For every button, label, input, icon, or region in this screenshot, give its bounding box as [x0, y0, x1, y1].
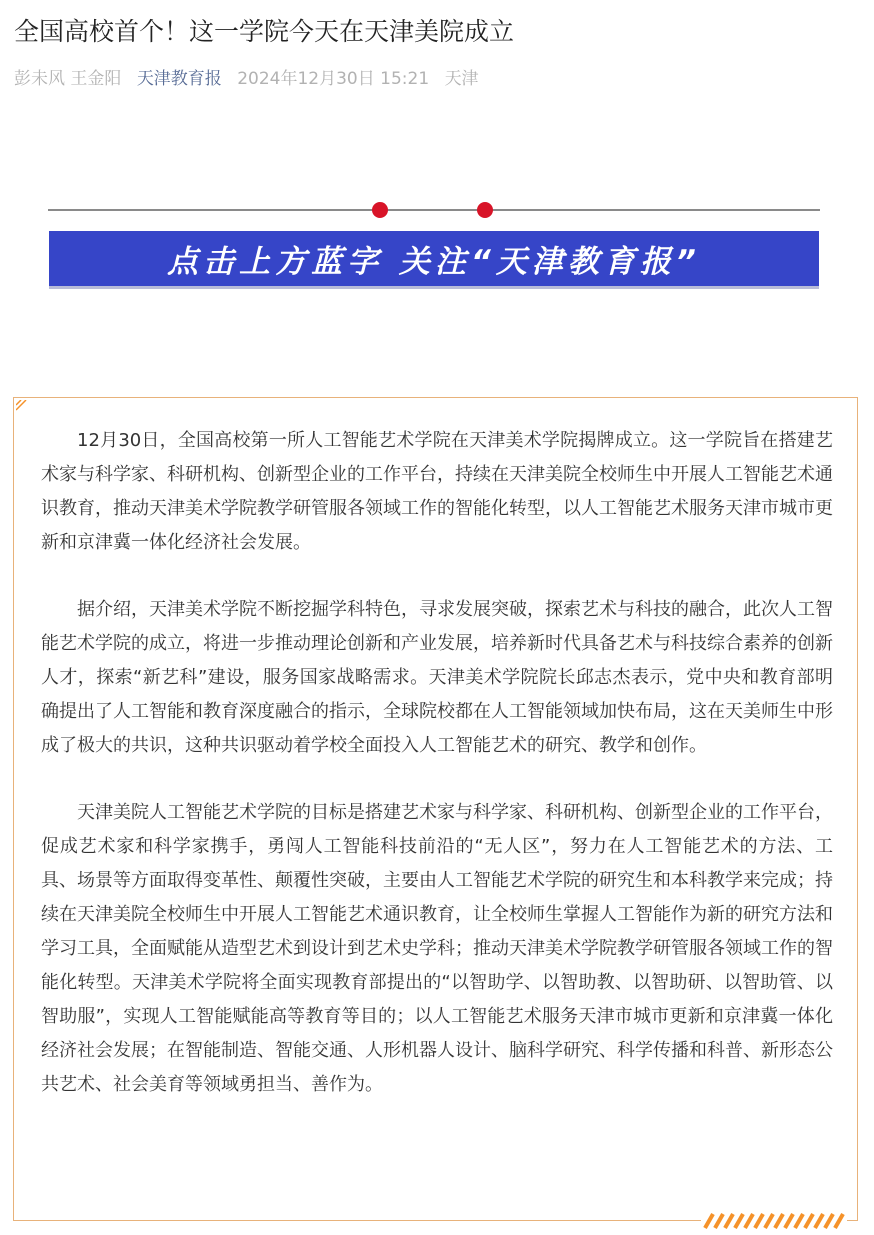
account-name-link[interactable]: 天津教育报 [136, 69, 222, 89]
banner-divider-line [48, 209, 820, 211]
paragraph: 据介绍，天津美术学院不断挖掘学科特色，寻求发展突破，探索艺术与科技的融合，此次人工智能艺术学院的成立，将进一步推动理论创新和产业发展，培养新时代具备艺术与科技综合素养的创新人才，探索“新艺科”建设，服务国家战略需求。天津美术学院院长邱志杰表示，党中央和教育部明确提出了人工智能和教育深度融合的指示，全球院校都在人工智能领域加快布局，这在天美师生中形成了极大的共识，这种共识驱动着学校全面投入人工智能艺术的研究、教学和创作。 [41, 599, 833, 756]
frame-corner-icon [16, 400, 28, 412]
article-title: 全国高校首个！这一学院今天在天津美院成立 [14, 17, 515, 46]
paragraph: 12月30日，全国高校第一所人工智能艺术学院在天津美术学院揭牌成立。这一学院旨在搭建艺术家与科学家、科研机构、创新型企业的工作平台，持续在天津美院全校师生中开展人工智能艺术通识教育，推动天津美术学院教学研管服各领域工作的智能化转型，以人工智能艺术服务天津市城市更新和京津冀一体化经济社会发展。 [41, 430, 833, 553]
banner-red-dot-right [477, 202, 493, 218]
article-body [41, 424, 833, 1135]
author-names: 彭未风 王金阳 [14, 69, 122, 89]
paragraph: 天津美院人工智能艺术学院的目标是搭建艺术家与科学家、科研机构、创新型企业的工作平台，促成艺术家和科学家携手，勇闯人工智能科技前沿的“无人区”，努力在人工智能艺术的方法、工具、场景等方面取得变革性、颠覆性突破，主要由人工智能艺术学院的研究生和本科教学来完成；持续在天津美院全校师生中开展人工智能艺术通识教育，让全校师生掌握人工智能作为新的研究方法和学习工具，全面赋能从造型艺术到设计到艺术史学科；推动天津美术学院教学研管服各领域工作的智能化转型。天津美术学院将全面实现教育部提出的“以智助学、以智助教、以智助研、以智助管、以智助服”，实现人工智能赋能高等教育等目的；以人工智能艺术服务天津市城市更新和京津冀一体化经济社会发展；在智能制造、智能交通、人形机器人设计、脑科学研究、科学传播和科普、新形态公共艺术、社会美育等领域勇担当、善作为。 [41, 802, 833, 1095]
follow-banner[interactable]: 点击上方蓝字 关注“天津教育报” [49, 231, 819, 286]
article-meta [14, 66, 489, 92]
banner-red-dot-left [372, 202, 388, 218]
publish-location: 天津 [444, 69, 479, 89]
publish-datetime: 2024年12月30日 15:21 [237, 69, 430, 89]
frame-stripes-decoration [701, 1213, 847, 1229]
